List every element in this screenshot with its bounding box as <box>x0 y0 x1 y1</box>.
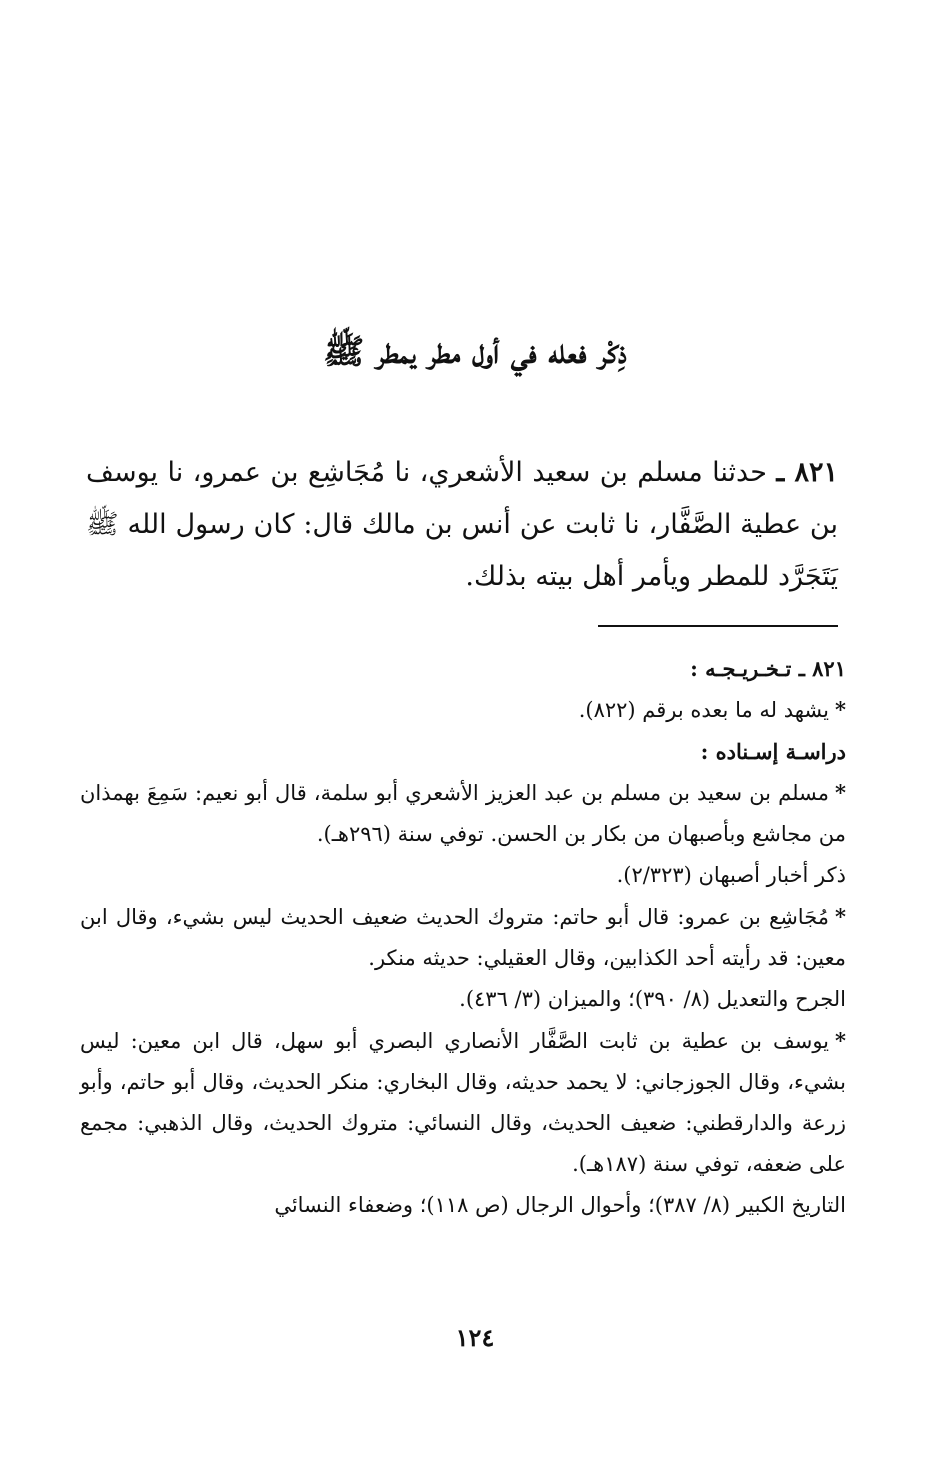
narrator-text: مسلم بن سعيد بن مسلم بن عبد العزيز الأشعري أبو سلمة، قال أبو نعيم: سَمِعَ بهمذان من مجاشع وبأصبهان من بكار بن الحسن. توفي سنة (٢٩٦هـ). <box>80 781 846 846</box>
narrator-text: يوسف بن عطية بن ثابت الصَّفَّار الأنصاري البصري أبو سهل، قال ابن معين: ليس بشيء، وقال الجوزجاني: لا يحمد حديثه، وقال البخاري: منكر الحديث، وقال أبو حاتم، وأبو زرعة والدارقطني: ضعيف الحديث، وقال النسائي: متروك الحديث، وقال الذهبي: مجمع على ضعفه، توفي سنة (١٨٧هـ). <box>80 1029 846 1176</box>
takhrij-text: يشهد له ما بعده برقم (٨٢٢). <box>578 698 830 722</box>
footnote-divider <box>598 625 838 627</box>
isnad-heading: دراسـة إسـناده : <box>700 739 846 764</box>
narrator-entry-mujashi <box>80 896 846 979</box>
bullet-star: * <box>835 904 846 929</box>
bullet-star: * <box>835 1028 846 1053</box>
footnotes <box>80 648 846 1226</box>
bullet-star: * <box>835 697 846 722</box>
chapter-title: ذِكْر فعله في أول مطر يمطر ﷺ <box>323 332 627 372</box>
source-citation: ذكر أخبار أصبهان (٢/٣٢٣). <box>616 863 846 887</box>
hadith-text-block <box>86 447 838 603</box>
hadith-text: حدثنا مسلم بن سعيد الأشعري، نا مُجَاشِع بن عمرو، نا يوسف بن عطية الصَّفَّار، نا ثابت عن أنس بن مالك قال: كان رسول الله ﷺ يَتَجَرَّد للمطر ويأمر أهل بيته بذلك. <box>86 457 838 592</box>
bullet-star: * <box>835 780 846 805</box>
takhrij-heading: ٨٢١ ـ تـخـريـجـه : <box>690 656 846 681</box>
page-number: ١٢٤ <box>455 1323 495 1352</box>
source-citation: التاريخ الكبير (٨/ ٣٨٧)؛ وأحوال الرجال (ص ١١٨)؛ وضعفاء النسائي <box>274 1193 846 1217</box>
narrator-text: مُجَاشِع بن عمرو: قال أبو حاتم: متروك الحديث ضعيف الحديث ليس بشيء، وقال ابن معين: قد رأيته أحد الكذابين، وقال العقيلي: حديثه منكر. <box>80 905 846 970</box>
narrator-entry-yusuf <box>80 1020 846 1185</box>
takhrij-entry <box>80 689 846 731</box>
source-citation: الجرح والتعديل (٨/ ٣٩٠)؛ والميزان (٣/ ٤٣٦). <box>459 987 846 1011</box>
hadith-number: ٨٢١ ـ <box>776 457 838 488</box>
narrator-entry-muslim <box>80 772 846 855</box>
